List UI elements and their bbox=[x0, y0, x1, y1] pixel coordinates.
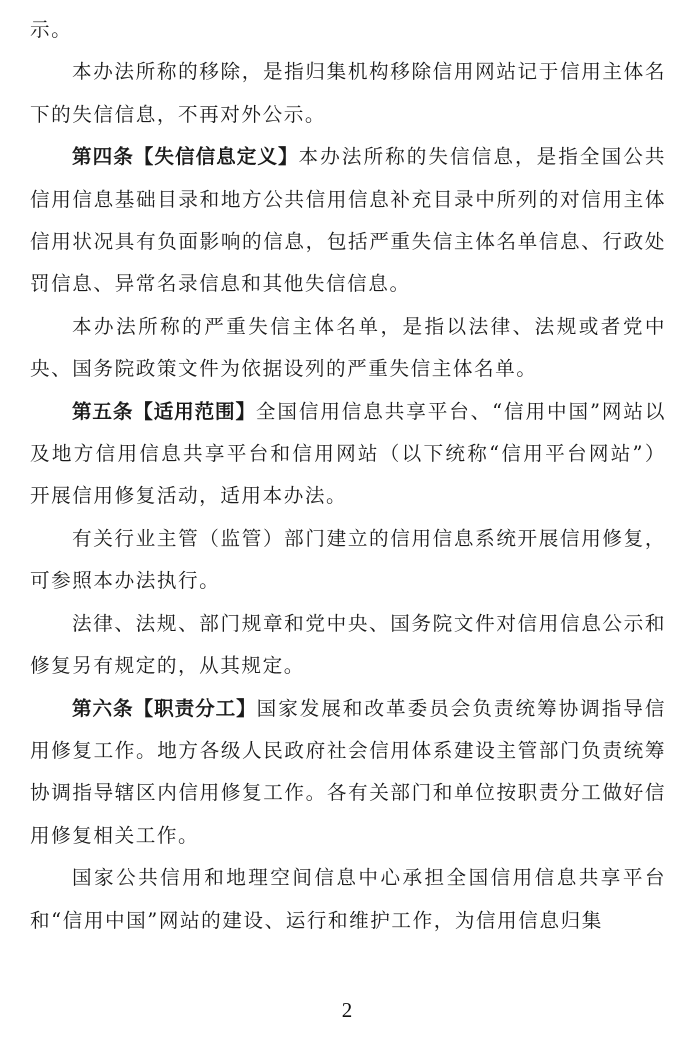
article-heading: 第五条【适用范围】 bbox=[72, 399, 256, 423]
document-page bbox=[30, 9, 666, 942]
paragraph-removal-definition bbox=[30, 51, 666, 136]
paragraph-text: 有关行业主管（监管）部门建立的信用信息系统开展信用修复，可参照本办法执行。 bbox=[30, 526, 666, 593]
paragraph-text: 示。 bbox=[30, 18, 73, 41]
paragraph-text: 本办法所称的失信信息，是指全国公共信用信息基础目录和地方公共信用信息补充目录中所列的对信用主体信用状况具有负面影响的信息，包括严重失信主体名单信息、行政处罚信息、异常名录信息和其他失信信息。 bbox=[30, 145, 666, 296]
article-heading: 第六条【职责分工】 bbox=[72, 696, 257, 720]
article-5-paragraph bbox=[30, 391, 666, 518]
paragraph-text: 国家公共信用和地理空间信息中心承担全国信用信息共享平台和“信用中国”网站的建设、运行和维护工作，为信用信息归集 bbox=[30, 866, 666, 932]
article-4-paragraph bbox=[30, 136, 666, 306]
paragraph-text: 国家发展和改革委员会负责统筹协调指导信用修复工作。地方各级人民政府社会信用体系建设主管部门负责统筹协调指导辖区内信用修复工作。各有关部门和单位按职责分工做好信用修复相关工作。 bbox=[30, 696, 667, 847]
paragraph-text: 全国信用信息共享平台、“信用中国”网站以及地方信用信息共享平台和信用网站（以下统称“信用平台网站”）开展信用修复活动，适用本办法。 bbox=[30, 399, 666, 508]
paragraph-serious-list-definition bbox=[30, 306, 666, 391]
paragraph-other-provisions bbox=[30, 603, 666, 688]
article-6-paragraph bbox=[30, 688, 666, 858]
paragraph-continuation bbox=[30, 9, 666, 51]
paragraph-industry-reference bbox=[30, 518, 666, 603]
article-heading: 第四条【失信信息定义】 bbox=[72, 145, 299, 169]
paragraph-text: 本办法所称的移除，是指归集机构移除信用网站记于信用主体名下的失信信息，不再对外公示。 bbox=[30, 60, 666, 126]
page-number: 2 bbox=[341, 998, 353, 1022]
paragraph-national-center bbox=[30, 857, 666, 942]
paragraph-text: 法律、法规、部门规章和党中央、国务院文件对信用信息公示和修复另有规定的，从其规定。 bbox=[30, 611, 666, 678]
paragraph-text: 本办法所称的严重失信主体名单，是指以法律、法规或者党中央、国务院政策文件为依据设列的严重失信主体名单。 bbox=[30, 314, 666, 381]
